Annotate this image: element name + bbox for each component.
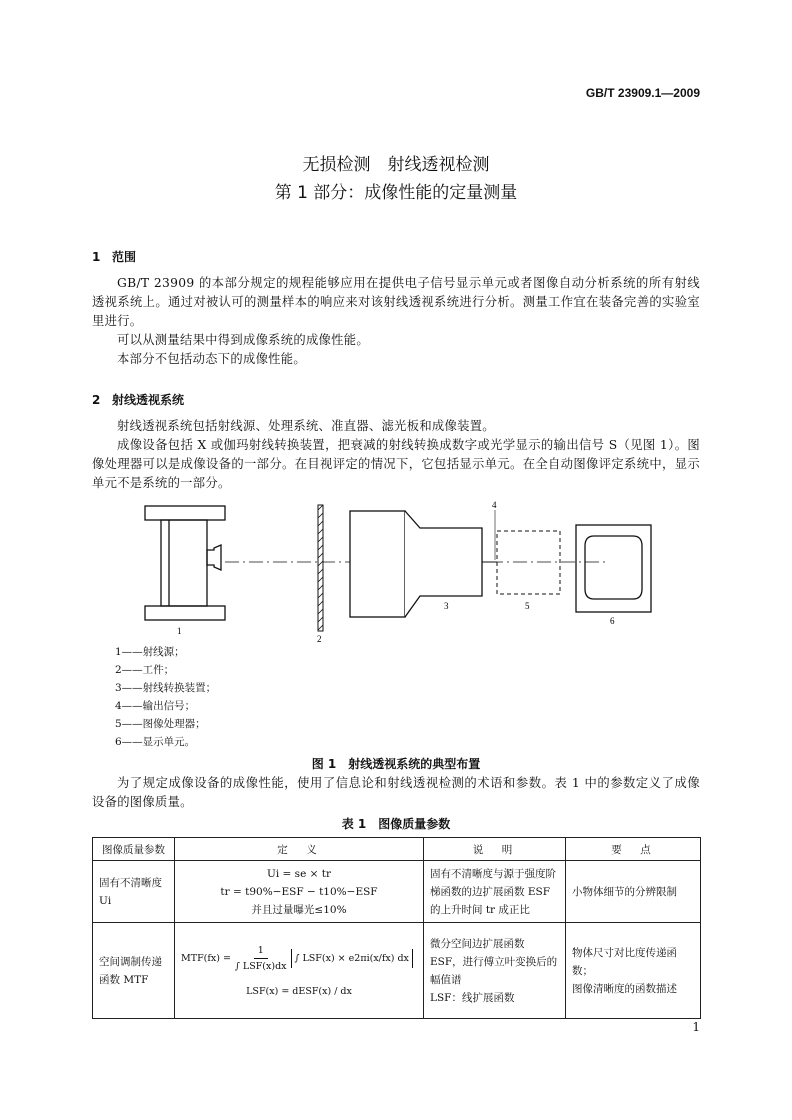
section2-paragraph: 成像设备包括 X 或伽玛射线转换装置，把衰减的射线转换成数字或光学显示的输出信号 S（见图 1）。图像处理器可以是成像设备的一部分。在目视评定的情况下，它包括显示单元。在全自动图像评定系统中，显示单元不是系统的一部分。	[92, 438, 700, 490]
section1-title: 范围	[112, 250, 137, 264]
section1-paragraph: 可以从测量结果中得到成像系统的成像性能。	[117, 333, 369, 347]
table-cell-description: 固有不清晰度与源于强度阶梯函数的边扩展函数 ESF 的上升时间 tr 成正比	[424, 861, 566, 923]
section2-title: 射线透视系统	[112, 393, 185, 407]
page-number: 1	[692, 1020, 700, 1034]
table-cell-param: 空间调制传递函数 MTF	[93, 923, 175, 1019]
document-title-line1: 无损检测 射线透视检测	[302, 155, 490, 175]
section2-number: 2	[92, 393, 101, 407]
table-cell-key	[566, 923, 701, 1019]
legend-item: 3——射线转换装置；	[115, 682, 217, 694]
key-text: 物体尺寸对比度传递函数；	[572, 946, 677, 977]
formula-abs: ∫ LSF(x) × e2πi(x/fx) dx	[291, 949, 413, 968]
formula-mtf	[181, 943, 417, 974]
figure-label-5: 5	[525, 601, 530, 611]
legend-item: 4——输出信号；	[115, 700, 196, 712]
formula-condition: 并且过量曝光≤10%	[251, 903, 347, 916]
radiation-source	[145, 506, 225, 620]
table-header-cell: 定 义	[175, 838, 424, 861]
table-cell-definition	[175, 861, 424, 923]
table-header-cell: 要 点	[566, 838, 701, 861]
table-cell-description	[424, 923, 566, 1019]
formula-denominator: ∫ LSF(x)dx	[234, 960, 287, 972]
table-row	[93, 861, 701, 923]
formula-fraction	[235, 943, 287, 974]
table-cell-key: 小物体细节的分辨限制	[566, 861, 701, 923]
radiation-converter	[350, 511, 482, 617]
document-title-line2: 第 1 部分：成像性能的定量测量	[274, 183, 518, 203]
table-header-row	[93, 838, 701, 861]
table1-caption: 表 1 图像质量参数	[341, 817, 451, 831]
formula-ui: Ui = se × tr	[267, 867, 331, 880]
figure-label-1: 1	[177, 626, 182, 636]
table-header-cell: 说 明	[424, 838, 566, 861]
section1-number: 1	[92, 250, 101, 264]
table-cell-definition	[175, 923, 424, 1019]
section1-paragraph: 本部分不包括动态下的成像性能。	[117, 352, 306, 366]
formula-mtf-lhs: MTF(fx) =	[181, 952, 231, 964]
legend-item: 5——图像处理器；	[115, 718, 206, 730]
legend-item: 2——工件；	[115, 664, 175, 676]
description-note: LSF：线扩展函数	[430, 991, 515, 1004]
figure-label-4: 4	[492, 500, 497, 510]
table-cell-param: 固有不清晰度 Ui	[93, 861, 175, 923]
figure1-legend	[115, 643, 216, 751]
section2-heading	[92, 391, 184, 408]
image-processor	[497, 531, 560, 594]
table-row	[93, 923, 701, 1019]
paragraph-after-figure: 为了规定成像设备的成像性能，使用了信息论和射线透视检测的术语和参数。表 1 中的参数定义了成像设备的图像质量。	[92, 776, 700, 809]
section2-paragraph: 射线透视系统包括射线源、处理系统、准直器、滤光板和成像装置。	[117, 419, 495, 433]
figure-label-3: 3	[444, 601, 449, 611]
figure-label-2: 2	[317, 634, 322, 644]
formula-numerator: 1	[254, 943, 268, 959]
legend-item: 6——显示单元。	[115, 736, 196, 748]
legend-item: 1——射线源；	[115, 646, 185, 658]
formula-lsf: LSF(x) = dESF(x) / dx	[246, 985, 352, 997]
figure-label-6: 6	[610, 616, 615, 626]
key-text: 图像清晰度的函数描述	[572, 982, 677, 995]
description-text: 微分空间边扩展函数 ESF，进行傅立叶变换后的幅值谱	[430, 937, 558, 986]
image-quality-table	[92, 837, 701, 1019]
workpiece	[318, 505, 323, 631]
formula-tr: tr = t90%−ESF − t10%−ESF	[220, 885, 378, 898]
display-unit	[576, 525, 651, 612]
table-header-cell: 图像质量参数	[93, 838, 175, 861]
section1-paragraph: GB/T 23909 的本部分规定的规程能够应用在提供电子信号显示单元或者图像自动分析系统的所有射线透视系统上。通过对被认可的测量样本的响应来对该射线透视系统进行分析。测量工作宜在装备完善的实验室里进行。	[92, 276, 700, 328]
section1-heading	[92, 248, 136, 265]
standard-number: GB/T 23909.1—2009	[585, 86, 700, 100]
figure1-caption: 图 1 射线透视系统的典型布置	[311, 757, 481, 771]
figure1-diagram	[92, 498, 692, 646]
